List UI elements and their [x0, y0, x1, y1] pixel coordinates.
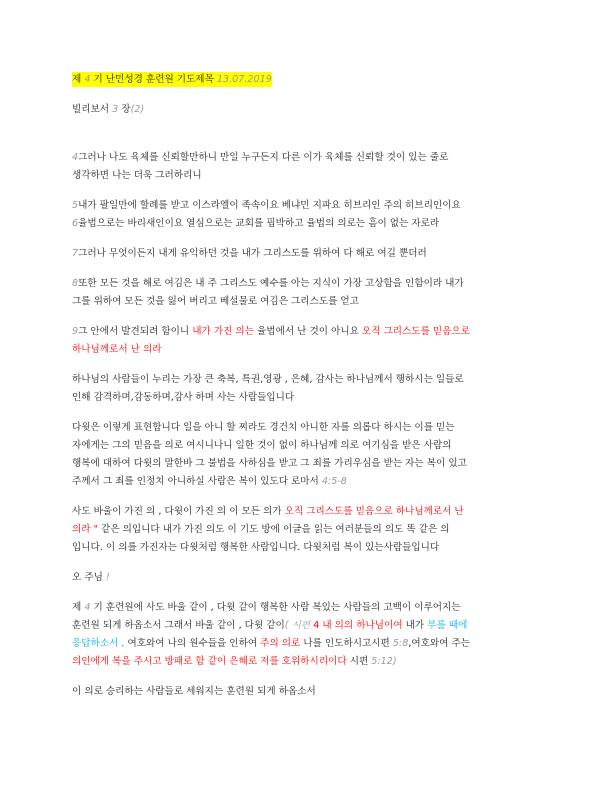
paragraph-text: 내가	[402, 620, 428, 631]
highlight-blue: 응답하소서 ,	[72, 638, 125, 649]
verse-number: 7	[72, 248, 79, 259]
paragraph-text: 입니다. 이 의를 가진자는 다윗처럼 행복한 사람입니다. 다윗처럼 복이 있는사람들입니다	[72, 542, 440, 553]
document-body	[72, 68, 550, 713]
cohort-number: 4	[84, 602, 91, 613]
closing-prayer	[72, 683, 550, 701]
highlight-red: 의인에게	[72, 656, 110, 667]
exclamation-mark: !	[105, 572, 110, 583]
exclamation	[72, 569, 550, 587]
highlight-blue: 부를 때에	[427, 620, 468, 631]
verse-4	[72, 149, 550, 185]
scripture-reference: 5:12)	[371, 656, 397, 667]
paragraph-text: 사도 바울이 가진 의 , 다윗이 가진 의 이 모든 의가	[72, 506, 285, 517]
verse-number: 5	[72, 200, 79, 211]
paragraph-text: 다윗은 이렇게 표현합니다 일을 아니 할 찌라도 경건치 아니한 자를 의롭다 하시는 이를 믿는	[72, 422, 455, 433]
scripture-reference: 5:8	[392, 638, 409, 649]
verse-text: 그러나 무엇이든지 내게 유익하던 것을 내가 그리스도를 위하여 다 해로 여길 뿐더러	[78, 248, 427, 259]
highlight-red: 주의 의로	[260, 638, 301, 649]
verse-text: 그를 위하여 모든 것을 잃어 버리고 베설물로 여김은 그리스도를 얻고	[72, 296, 359, 307]
paragraph-text: 기 훈련원에 사도 바울 같이 , 다윗 같이 행복한 사람 복있는 사람들의 고백이 이루어지는	[90, 602, 461, 613]
chapter-paren: (2)	[130, 104, 145, 115]
highlight-red: 의라 "	[72, 524, 98, 535]
paragraph-text: 자에게는 그의 믿음을 의로 여시니나니 일한 것이 없이 하나님께 의로 여기심을 받은 사람의	[72, 440, 452, 451]
verse-7	[72, 245, 550, 263]
highlight-red: 오직 그리스도를 믿음으로 하나님께로서 난	[284, 506, 464, 517]
verse-9	[72, 323, 550, 359]
title-number: 4	[84, 74, 91, 85]
highlight-red: 4 내 의의 하나님이여	[313, 620, 403, 631]
verse-number: 4	[72, 152, 79, 163]
verse-5-6	[72, 197, 550, 233]
paragraph-text: 나를 인도하시고시편	[300, 638, 393, 649]
verse-text: 율법에서 난 것이 아니요	[253, 326, 362, 337]
paragraph-text: 훈련원 되게 하옵소서 그래서 바울 같이 , 다윗 같이	[72, 620, 285, 631]
title-line	[72, 68, 550, 89]
paragraph-text: 주께서 그 죄를 인정치 아니하실 사람은 복이 있도다 로마서	[72, 476, 322, 487]
verse-number: 6	[72, 218, 79, 229]
chapter-heading	[72, 101, 550, 119]
verse-text: 그 안에서 발견되려 함이니	[78, 326, 193, 337]
paragraph-david	[72, 419, 550, 491]
closing-text: 이 의로 승리하는 사람들로 세워지는 훈련원 되게 하옵소서	[72, 686, 316, 697]
paragraph-text: ,여호와여 주는	[408, 638, 471, 649]
paragraph-text: 행복에 대하여 다윗의 말한바 그 불법을 사하심을 받고 그 죄를 가리우심을 받는 자는 복이 있고	[72, 458, 467, 469]
paragraph-text: 인해 감격하며,감동하며,감사 하며 사는 사람들입니다	[72, 392, 295, 403]
paragraph-text: 시편	[346, 656, 372, 667]
verse-text: 내가 팔일만에 할례를 받고 이스라엘이 족속이요 베냐민 지파요 히브리인 주의 히브리인이요	[78, 200, 461, 211]
paragraph-text: 같은 의입니다 내가 가진 의도 이 기도 방에 이글을 읽는 여러분들의 의도 똑 같은 의	[98, 524, 450, 535]
scripture-reference: ( 시편	[284, 620, 314, 631]
verse-8	[72, 275, 550, 311]
chapter-label: 장	[118, 104, 131, 115]
verse-text: 그러나 나도 육체를 신뢰할만하니 만일 누구든지 다른 이가 육체를 신뢰할 것이 있는 줄로	[78, 152, 449, 163]
paragraph-blessing	[72, 371, 550, 407]
highlight-red: 내가 가진 의는	[192, 326, 254, 337]
chapter-book: 빌리보서	[72, 104, 113, 115]
page-title	[72, 72, 272, 87]
highlight-red: 오직 그리스도를 믿음으로	[361, 326, 470, 337]
verse-text: 또한 모든 것을 해로 여김은 내 주 그리스도 예수를 아는 지식이 가장 고상함을 인함이라 내가	[78, 278, 464, 289]
verse-text: 율법으로는 바리새인이요 열심으로는 교회를 핍박하고 율법의 의로는 흠이 없는 자로라	[78, 218, 440, 229]
exclamation-text: 오 주님	[72, 572, 106, 583]
verse-number: 9	[72, 326, 79, 337]
chapter-number: 3	[112, 104, 119, 115]
paragraph-text: 제	[72, 602, 85, 613]
paragraph-righteousness	[72, 503, 550, 557]
paragraph-text: 하나님의 사람들이 누리는 가장 큰 축복, 특권,영광 , 은혜, 감사는 하나님께서 행하시는 일들로	[72, 374, 464, 385]
highlight-red: 복을 주시고 방패로 함 같이 은혜로 저를 호위하시리이다	[109, 656, 347, 667]
verse-text: 생각하면 나는 더욱 그러하리니	[72, 170, 202, 181]
scripture-reference: 4:5-8	[321, 476, 347, 487]
highlight-red: 하나님께로서 난 의라	[72, 344, 162, 355]
paragraph-prayer	[72, 599, 550, 671]
verse-number: 8	[72, 278, 79, 289]
title-text-rest: 기 난민성경 훈련원 기도제목	[90, 74, 217, 85]
paragraph-text: 여호와여 나의 원수들을 인하여	[124, 638, 261, 649]
title-text: 제	[72, 74, 85, 85]
title-date: 13.07.2019	[216, 74, 272, 85]
